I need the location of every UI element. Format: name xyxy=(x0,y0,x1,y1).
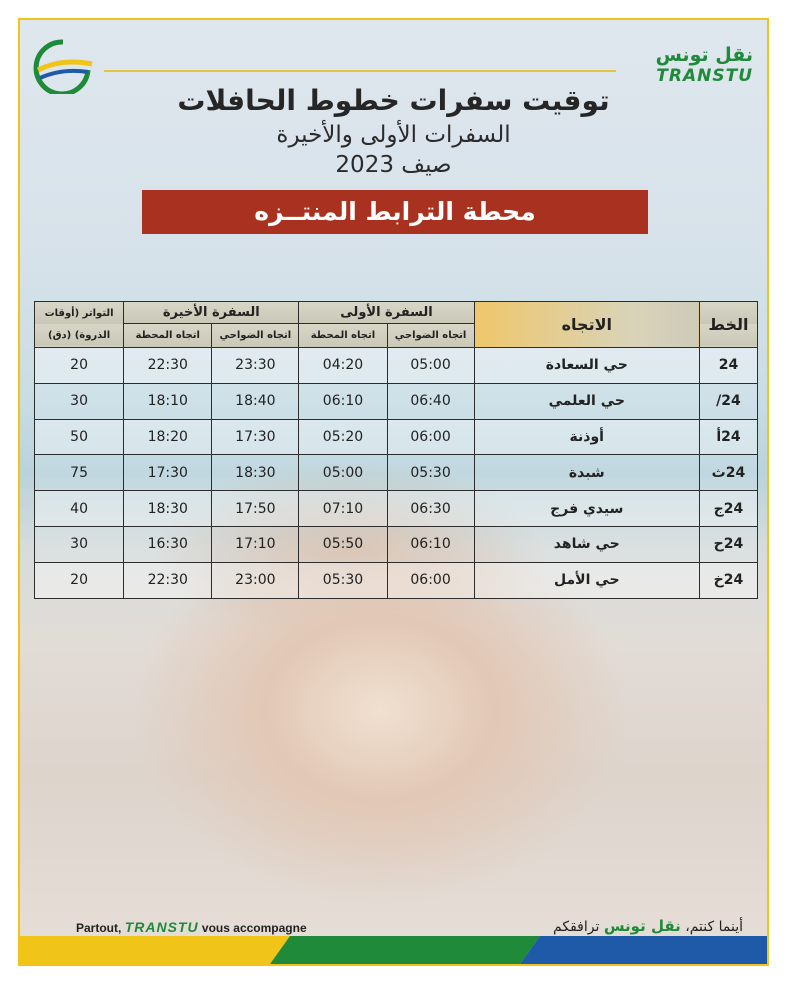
sub-header-first-suburbs: اتجاه الضواحي xyxy=(387,324,474,348)
table-row xyxy=(35,491,758,527)
line-number: 24ث xyxy=(699,455,757,491)
first-suburbs-time: 06:10 xyxy=(387,526,474,562)
first-suburbs-time: 06:00 xyxy=(387,562,474,598)
first-station-time: 06:10 xyxy=(299,383,387,419)
last-station-time: 22:30 xyxy=(124,348,212,384)
first-station-time: 05:50 xyxy=(299,526,387,562)
last-suburbs-time: 23:30 xyxy=(212,348,299,384)
footer-slogan-ar xyxy=(553,917,743,935)
frequency-cell: 50 xyxy=(35,419,124,455)
table-row xyxy=(35,562,758,598)
footer-ar-brand: نقل تونس xyxy=(603,917,681,935)
sub-header-last-suburbs: اتجاه الضواحي xyxy=(212,324,299,348)
col-header-last-trip: السفرة الأخيرة xyxy=(124,302,299,324)
first-suburbs-time: 06:30 xyxy=(387,491,474,527)
last-suburbs-time: 23:00 xyxy=(212,562,299,598)
line-number: 24/ xyxy=(699,383,757,419)
sub-header-first-station: اتجاه المحطة xyxy=(299,324,387,348)
line-number: 24ح xyxy=(699,526,757,562)
last-station-time: 18:20 xyxy=(124,419,212,455)
table-row xyxy=(35,383,758,419)
last-suburbs-time: 17:30 xyxy=(212,419,299,455)
brand-color-bar xyxy=(20,936,769,964)
footer-fr-prefix: Partout, xyxy=(76,921,122,935)
direction-cell: حي الأمل xyxy=(474,562,699,598)
table-row xyxy=(35,455,758,491)
season-label: صيف 2023 xyxy=(335,152,452,178)
last-suburbs-time: 18:30 xyxy=(212,455,299,491)
line-number: 24 xyxy=(699,348,757,384)
sub-header-last-station: اتجاه المحطة xyxy=(124,324,212,348)
footer-slogan-fr xyxy=(76,919,307,935)
last-station-time: 22:30 xyxy=(124,562,212,598)
col-header-line: الخط xyxy=(699,302,757,348)
col-header-frequency: التواتر (أوقات الذروة) (دق) xyxy=(35,302,124,348)
header-divider xyxy=(104,70,616,72)
line-number: 24ج xyxy=(699,491,757,527)
frequency-cell: 20 xyxy=(35,562,124,598)
last-suburbs-time: 17:10 xyxy=(212,526,299,562)
direction-cell: شبدة xyxy=(474,455,699,491)
page-title: توقيت سفرات خطوط الحافلات xyxy=(177,84,610,117)
table-row xyxy=(35,348,758,384)
first-station-time: 04:20 xyxy=(299,348,387,384)
first-suburbs-time: 05:30 xyxy=(387,455,474,491)
frequency-cell: 75 xyxy=(35,455,124,491)
frequency-cell: 20 xyxy=(35,348,124,384)
last-station-time: 17:30 xyxy=(124,455,212,491)
line-number: 24خ xyxy=(699,562,757,598)
poster-frame xyxy=(18,18,769,966)
frequency-cell: 40 xyxy=(35,491,124,527)
last-suburbs-time: 18:40 xyxy=(212,383,299,419)
last-station-time: 18:30 xyxy=(124,491,212,527)
frequency-cell: 30 xyxy=(35,383,124,419)
direction-cell: حي العلمي xyxy=(474,383,699,419)
first-station-time: 05:00 xyxy=(299,455,387,491)
brand-name-en: TRANSTU xyxy=(656,66,753,86)
last-station-time: 16:30 xyxy=(124,526,212,562)
first-suburbs-time: 06:40 xyxy=(387,383,474,419)
footer-ar-suffix: ترافقكم xyxy=(553,919,600,935)
direction-cell: حي شاهد xyxy=(474,526,699,562)
brand-name-ar: نقل تونس xyxy=(655,44,753,66)
first-suburbs-time: 05:00 xyxy=(387,348,474,384)
last-station-time: 18:10 xyxy=(124,383,212,419)
first-suburbs-time: 06:00 xyxy=(387,419,474,455)
direction-cell: سيدي فرج xyxy=(474,491,699,527)
page-subtitle: السفرات الأولى والأخيرة xyxy=(276,122,511,148)
col-header-first-trip: السفرة الأولى xyxy=(299,302,474,324)
line-number: 24أ xyxy=(699,419,757,455)
station-banner: محطة الترابط المنتــزه xyxy=(142,190,648,234)
footer-fr-suffix: vous accompagne xyxy=(201,921,307,935)
table-row xyxy=(35,419,758,455)
direction-cell: أوذنة xyxy=(474,419,699,455)
table-row xyxy=(35,526,758,562)
frequency-cell: 30 xyxy=(35,526,124,562)
brand-block xyxy=(656,44,753,86)
schedule-table xyxy=(34,301,758,599)
footer-fr-brand: TRANSTU xyxy=(124,919,199,935)
first-station-time: 07:10 xyxy=(299,491,387,527)
col-header-direction: الاتجاه xyxy=(474,302,699,348)
direction-cell: حي السعادة xyxy=(474,348,699,384)
first-station-time: 05:20 xyxy=(299,419,387,455)
footer-ar-prefix: أينما كنتم، xyxy=(685,919,743,935)
first-station-time: 05:30 xyxy=(299,562,387,598)
last-suburbs-time: 17:50 xyxy=(212,491,299,527)
